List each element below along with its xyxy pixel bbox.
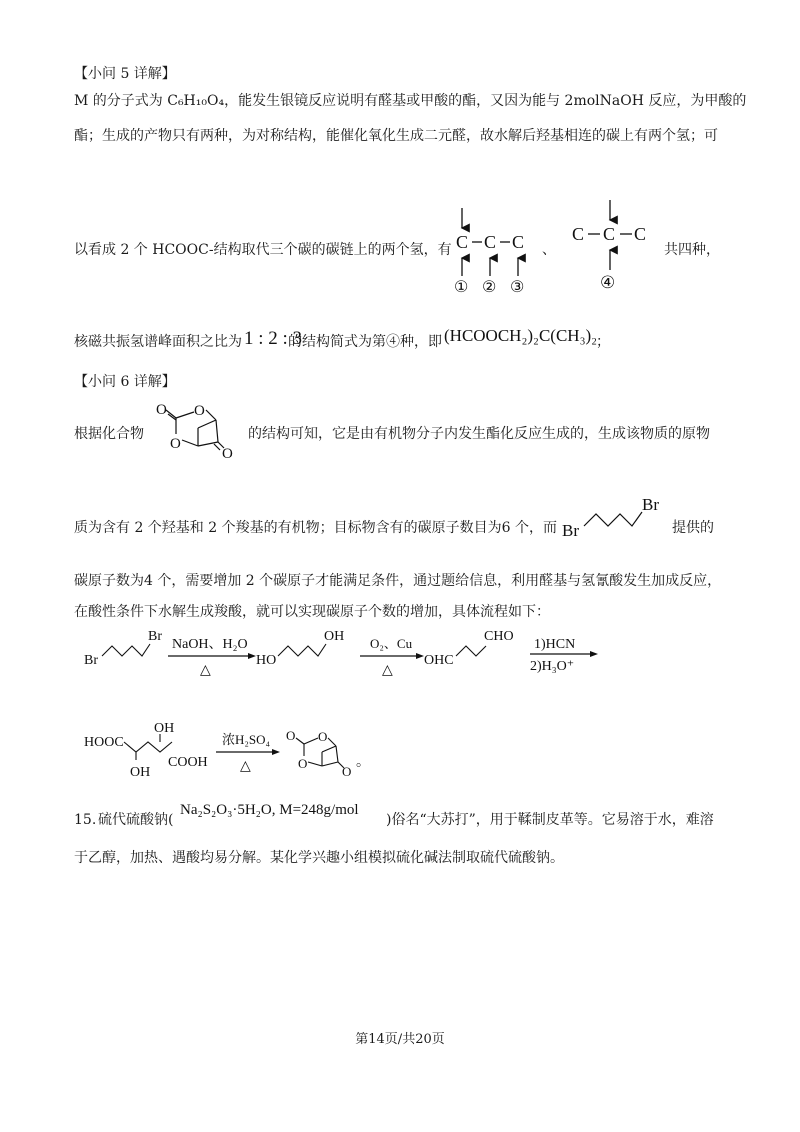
sodium-thiosulfate-formula: Na₂S₂O₃·5H₂O, M=248g/mol [180,802,359,818]
svg-text:OH: OH [154,721,175,736]
carbon-atom: C [634,224,647,244]
svg-text:NaOH、H₂O: NaOH、H₂O [172,637,248,652]
paragraph-line: 提供的 [672,520,714,536]
carbon-atom: C [603,224,616,244]
svg-text:O₂、Cu: O₂、Cu [370,636,413,651]
carbon-chain-diagram-2 [568,194,658,294]
bicyclic-lactone-structure [154,398,244,462]
svg-text:Br: Br [562,521,579,540]
paragraph-line: 硫代硫酸钠( [98,812,174,828]
svg-text:△: △ [382,663,393,678]
svg-text:HOOC: HOOC [84,735,124,750]
svg-text:O: O [342,764,352,779]
svg-text:。: 。 [356,755,370,770]
carbon-chain-diagram-1 [448,200,538,300]
structural-formula: (HCOOCH₂)₂C(CH₃)₂ [444,326,598,345]
paragraph-line: )俗名“大苏打”，用于鞣制皮革等。它易溶于水，难溶 [386,812,714,828]
svg-text:O: O [194,403,205,419]
paragraph-line: 碳原子数为4 个，需要增加 2 个碳原子才能满足条件，通过题给信息，利用醛基与氢氰酸发生加成反应， [74,573,722,589]
svg-text:Br: Br [642,495,659,514]
position-label-4: ④ [600,273,616,292]
svg-text:Br: Br [84,653,98,668]
punctuation: ； [596,334,610,350]
svg-text:O: O [286,728,296,743]
svg-text:浓H₂SO₄: 浓H₂SO₄ [222,732,271,747]
position-label-3: ③ [510,279,525,296]
paragraph-line: 以看成 2 个 HCOOC-结构取代三个碳的碳链上的两个氢，有 [74,242,452,258]
svg-text:△: △ [200,663,211,678]
carbon-atom: C [572,224,585,244]
paragraph-line: 核磁共振氢谱峰面积之比为 [74,334,242,350]
separator: 、 [542,242,556,258]
section-5-heading: 【小问 5 详解】 [74,66,176,82]
position-label-2: ② [482,279,497,296]
paragraph-line: 根据化合物 [74,426,144,442]
page-number: 第14页/共20页 [355,1032,445,1047]
paragraph-line: 的结构简式为第④种，即 [288,334,442,350]
svg-text:△: △ [240,759,251,774]
svg-text:OH: OH [130,765,151,780]
paragraph-line: 在酸性条件下水解生成羧酸，就可以实现碳原子个数的增加，具体流程如下： [74,604,550,620]
svg-text:Br: Br [148,629,162,644]
svg-text:1)HCN: 1)HCN [534,637,576,652]
svg-text:CHO: CHO [484,629,514,644]
dibromobutane-structure [560,492,670,542]
paragraph-line: M 的分子式为 C₆H₁₀O₄，能发生银镜反应说明有醛基或甲酸的酯，又因为能与 2molNaOH 反应，为甲酸的 [74,93,747,109]
svg-text:OH: OH [324,629,345,644]
carbon-atom: C [456,232,469,252]
peak-area-ratio: 1 : 2 : 3 [244,328,303,349]
section-6-heading: 【小问 6 详解】 [74,374,176,390]
svg-text:O: O [156,402,167,418]
svg-text:HO: HO [256,653,277,668]
synthesis-flow-row-2 [84,718,404,788]
svg-text:2)H₃O⁺: 2)H₃O⁺ [530,659,575,674]
question-number: 15. [74,812,97,828]
carbon-atom: C [512,232,525,252]
paragraph-line: 质为含有 2 个羟基和 2 个羧基的有机物；目标物含有的碳原子数目为6 个，而 [74,520,557,536]
carbon-atom: C [484,232,497,252]
paragraph-line: 酯；生成的产物只有两种，为对称结构，能催化氧化生成二元醛，故水解后羟基相连的碳上有两个氢；可 [74,128,718,144]
svg-text:O: O [222,446,233,462]
synthesis-flow-row-1 [84,626,624,686]
svg-text:COOH: COOH [168,755,208,770]
svg-text:O: O [298,756,308,771]
paragraph-line: 共四种， [664,242,720,258]
paragraph-line: 于乙醇，加热、遇酸均易分解。某化学兴趣小组模拟硫化碱法制取硫代硫酸钠。 [74,850,564,866]
position-label-1: ① [454,279,469,296]
paragraph-line: 的结构可知，它是由有机物分子内发生酯化反应生成的，生成该物质的原物 [248,426,710,442]
svg-text:O: O [170,436,181,452]
svg-text:OHC: OHC [424,653,454,668]
svg-text:O: O [318,729,328,744]
